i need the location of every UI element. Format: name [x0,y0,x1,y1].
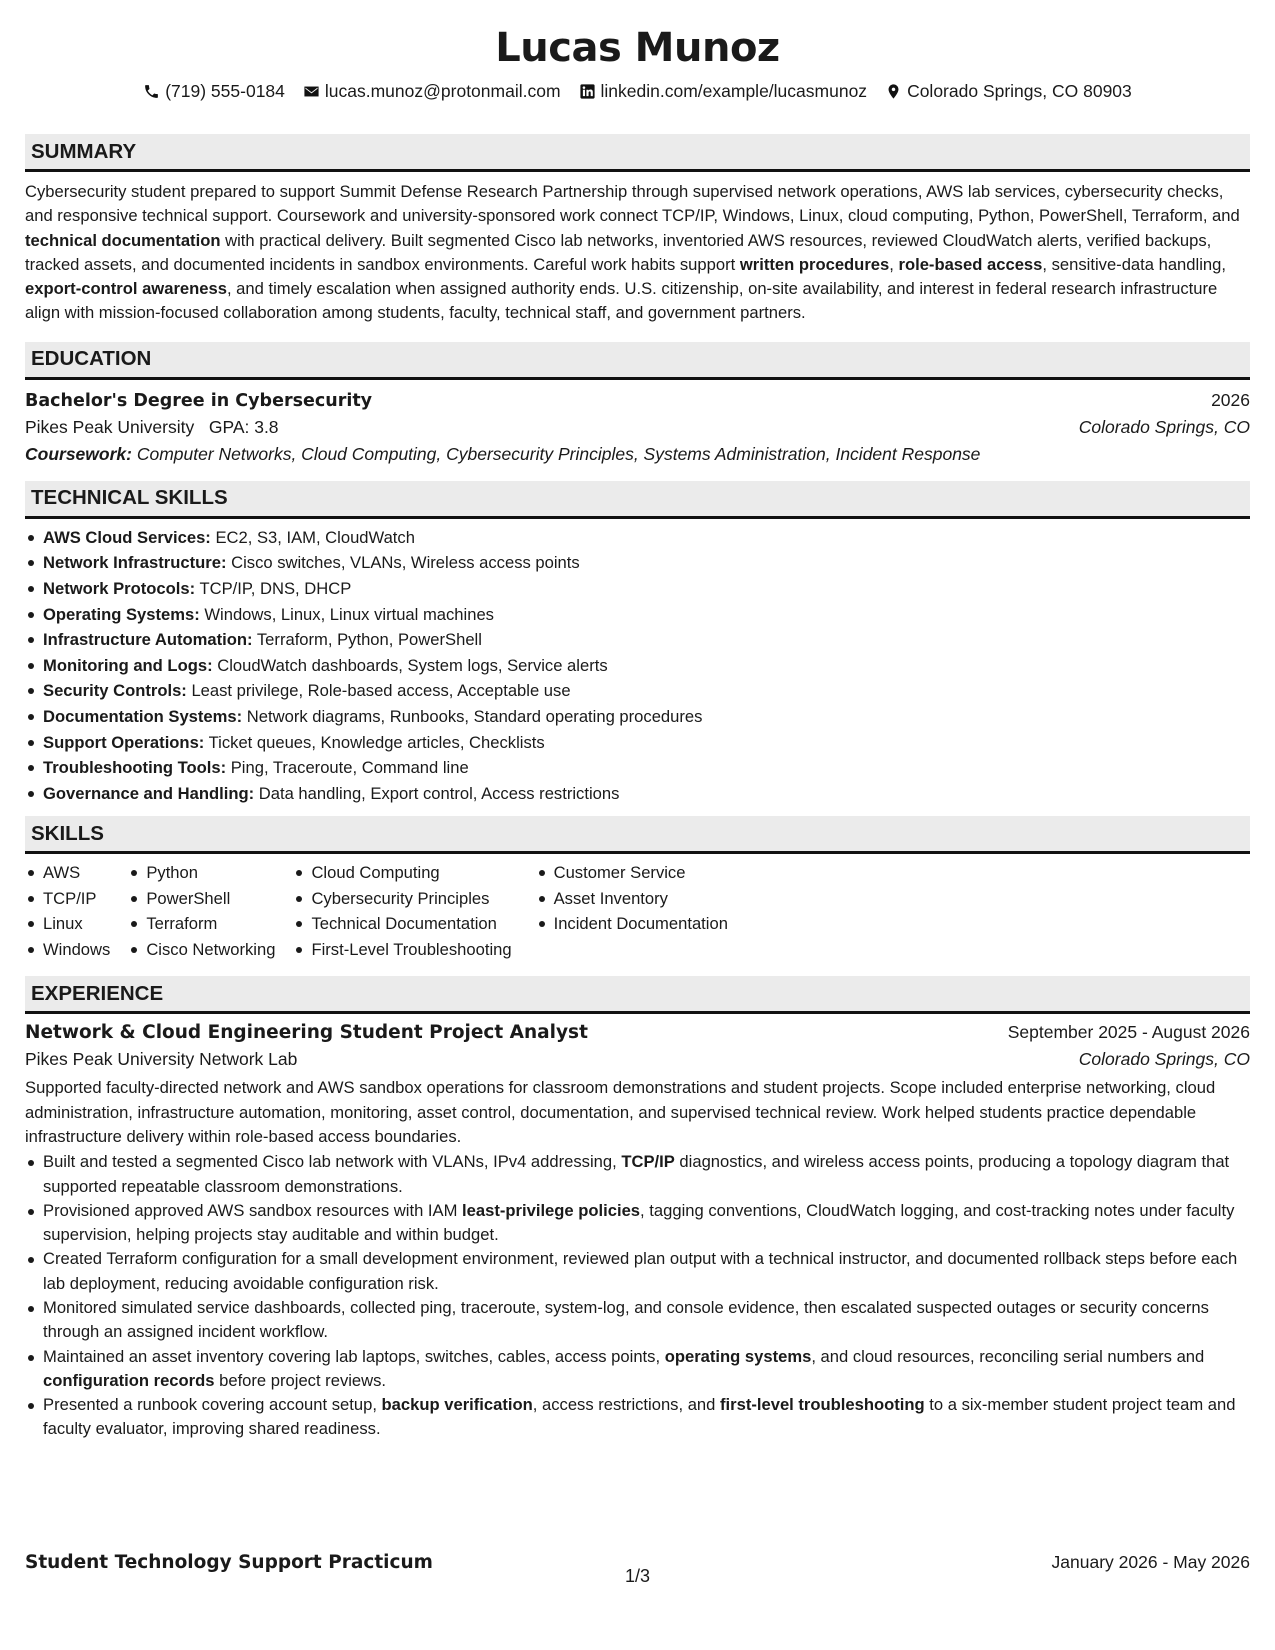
technical-skill-item: Monitoring and Logs: CloudWatch dashboards, System logs, Service alerts [25,653,1250,679]
phone-icon [143,83,160,100]
technical-skill-item: Infrastructure Automation: Terraform, Python, PowerShell [25,627,1250,653]
job-bullets [25,1150,1250,1442]
skill-item: AWS [25,860,110,886]
skills-column [536,860,728,962]
technical-skills-list [25,525,1250,807]
technical-skill-item: Governance and Handling: Data handling, Export control, Access restrictions [25,781,1250,807]
technical-skill-item: Security Controls: Least privilege, Role-based access, Acceptable use [25,678,1250,704]
skill-item: Windows [25,937,110,963]
skill-item: Cloud Computing [293,860,511,886]
page-number: 1/3 [624,1566,651,1586]
contact-bar [25,78,1250,104]
job-organization: Pikes Peak University Network Lab [25,1049,298,1070]
section-heading-education: EDUCATION [25,342,1250,380]
skill-item: PowerShell [128,886,275,912]
technical-skill-item: Network Protocols: TCP/IP, DNS, DHCP [25,576,1250,602]
coursework-list: Computer Networks, Cloud Computing, Cybersecurity Principles, Systems Administration, Incident Response [131,443,981,464]
skills-column [128,860,275,962]
job-dates: September 2025 - August 2026 [1007,1022,1250,1043]
graduation-year: 2026 [1211,389,1250,410]
technical-skill-item: Network Infrastructure: Cisco switches, VLANs, Wireless access points [25,550,1250,576]
technical-skill-item: Troubleshooting Tools: Ping, Traceroute, Command line [25,755,1250,781]
job-header-row [25,1022,1250,1043]
resume-page [25,0,1250,1650]
summary-paragraph: Cybersecurity student prepared to support Summit Defense Research Partnership through supervised network operations, AWS lab services, cybersecurity checks, and responsive technical support. Coursework and university-sponsored work connect TCP/IP, Windows, Linux, cloud computing, Python, PowerShell, Terraform, and technical documentation with practical delivery. Built segmented Cisco lab networks, inventoried AWS resources, reviewed CloudWatch alerts, verified backups, tracked assets, and documented incidents in sandbox environments. Careful work habits support written procedures, role-based access, sensitive-data handling, export-control awareness, and timely escalation when assigned authority ends. U.S. citizenship, on-site availability, and interest in federal research infrastructure align with mission-focused collaboration among students, faculty, technical staff, and government partners. [25,182,1240,323]
section-heading-skills: SKILLS [25,816,1250,854]
skill-item: Terraform [128,911,275,937]
school-location: Colorado Springs, CO [1078,416,1250,437]
location-text: Colorado Springs, CO 80903 [907,80,1132,101]
skill-item: Asset Inventory [536,886,728,912]
technical-skill-item: Support Operations: Ticket queues, Knowledge articles, Checklists [25,730,1250,756]
skill-item: Incident Documentation [536,911,728,937]
contact-phone[interactable] [143,81,285,102]
section-heading-summary: SUMMARY [25,134,1250,172]
list-item: Created Terraform configuration for a small development environment, reviewed plan output with a technical instructor, and documented rollback steps before each lab deployment, reducing avoidable configuration risk. [25,1247,1250,1296]
skill-item: Cisco Networking [128,937,275,963]
job-location: Colorado Springs, CO [1078,1049,1250,1070]
technical-skill-item: Documentation Systems: Network diagrams, Runbooks, Standard operating procedures [25,704,1250,730]
skill-item: Linux [25,911,110,937]
map-pin-icon [885,83,902,100]
technical-skill-item: Operating Systems: Windows, Linux, Linux virtual machines [25,602,1250,628]
degree-title: Bachelor's Degree in Cybersecurity [25,390,373,411]
school-name: Pikes Peak University [25,416,195,437]
contact-location [885,81,1132,102]
candidate-name: Lucas Munoz [495,25,780,71]
job-summary: Supported faculty-directed network and AWS sandbox operations for classroom demonstrations and student projects. Scope included enterprise networking, cloud administration, infrastructure automation, monitoring, asset control, documentation, and supervised technical review. Work helped students practice dependable infrastructure delivery within role-based access boundaries. [25,1078,1216,1146]
education-row-2 [25,417,1250,438]
linkedin-text: linkedin.com/example/lucasmunoz [600,80,868,101]
education-row-1 [25,390,1250,411]
skill-item: First-Level Troubleshooting [293,937,511,963]
list-item: Maintained an asset inventory covering lab laptops, switches, cables, access points, operating systems, and cloud resources, reconciling serial numbers and configuration records before project reviews. [25,1345,1250,1394]
list-item: Presented a runbook covering account setup, backup verification, access restrictions, and first-level troubleshooting to a six-member student project team and faculty evaluator, improving shared readiness. [25,1393,1250,1442]
technical-skill-item: AWS Cloud Services: EC2, S3, IAM, CloudWatch [25,525,1250,551]
phone-text: (719) 555-0184 [165,80,285,101]
skills-column [293,860,511,962]
section-heading-technical-skills: TECHNICAL SKILLS [25,481,1250,519]
skills-columns [25,860,1250,962]
list-item: Provisioned approved AWS sandbox resources with IAM least-privilege policies, tagging conventions, CloudWatch logging, and cost-tracking notes under faculty supervision, helping projects stay auditable and within budget. [25,1199,1250,1248]
skills-column [25,860,110,962]
school-line [25,417,279,438]
skill-item: Technical Documentation [293,911,511,937]
skill-item: Customer Service [536,860,728,886]
contact-linkedin[interactable] [579,81,868,102]
job-title: Student Technology Support Practicum [25,1552,433,1573]
skill-item: Cybersecurity Principles [293,886,511,912]
list-item: Built and tested a segmented Cisco lab network with VLANs, IPv4 addressing, TCP/IP diagnostics, and wireless access points, producing a topology diagram that supported repeatable classroom demonstrations. [25,1150,1250,1199]
skill-item: Python [128,860,275,886]
gpa: GPA: 3.8 [208,416,279,437]
envelope-icon [303,83,320,100]
list-item: Monitored simulated service dashboards, collected ping, traceroute, system-log, and console evidence, then escalated suspected outages or security concerns through an assigned incident workflow. [25,1296,1250,1345]
coursework-label: Coursework: [25,443,132,464]
job-org-row [25,1049,1250,1070]
section-heading-experience: EXPERIENCE [25,976,1250,1014]
job-title: Network & Cloud Engineering Student Project Analyst [25,1022,588,1044]
skill-item: TCP/IP [25,886,110,912]
coursework-line [25,444,1250,465]
linkedin-icon [579,83,596,100]
contact-email[interactable] [303,81,561,102]
email-text: lucas.munoz@protonmail.com [324,80,561,101]
job-dates: January 2026 - May 2026 [1051,1552,1250,1572]
